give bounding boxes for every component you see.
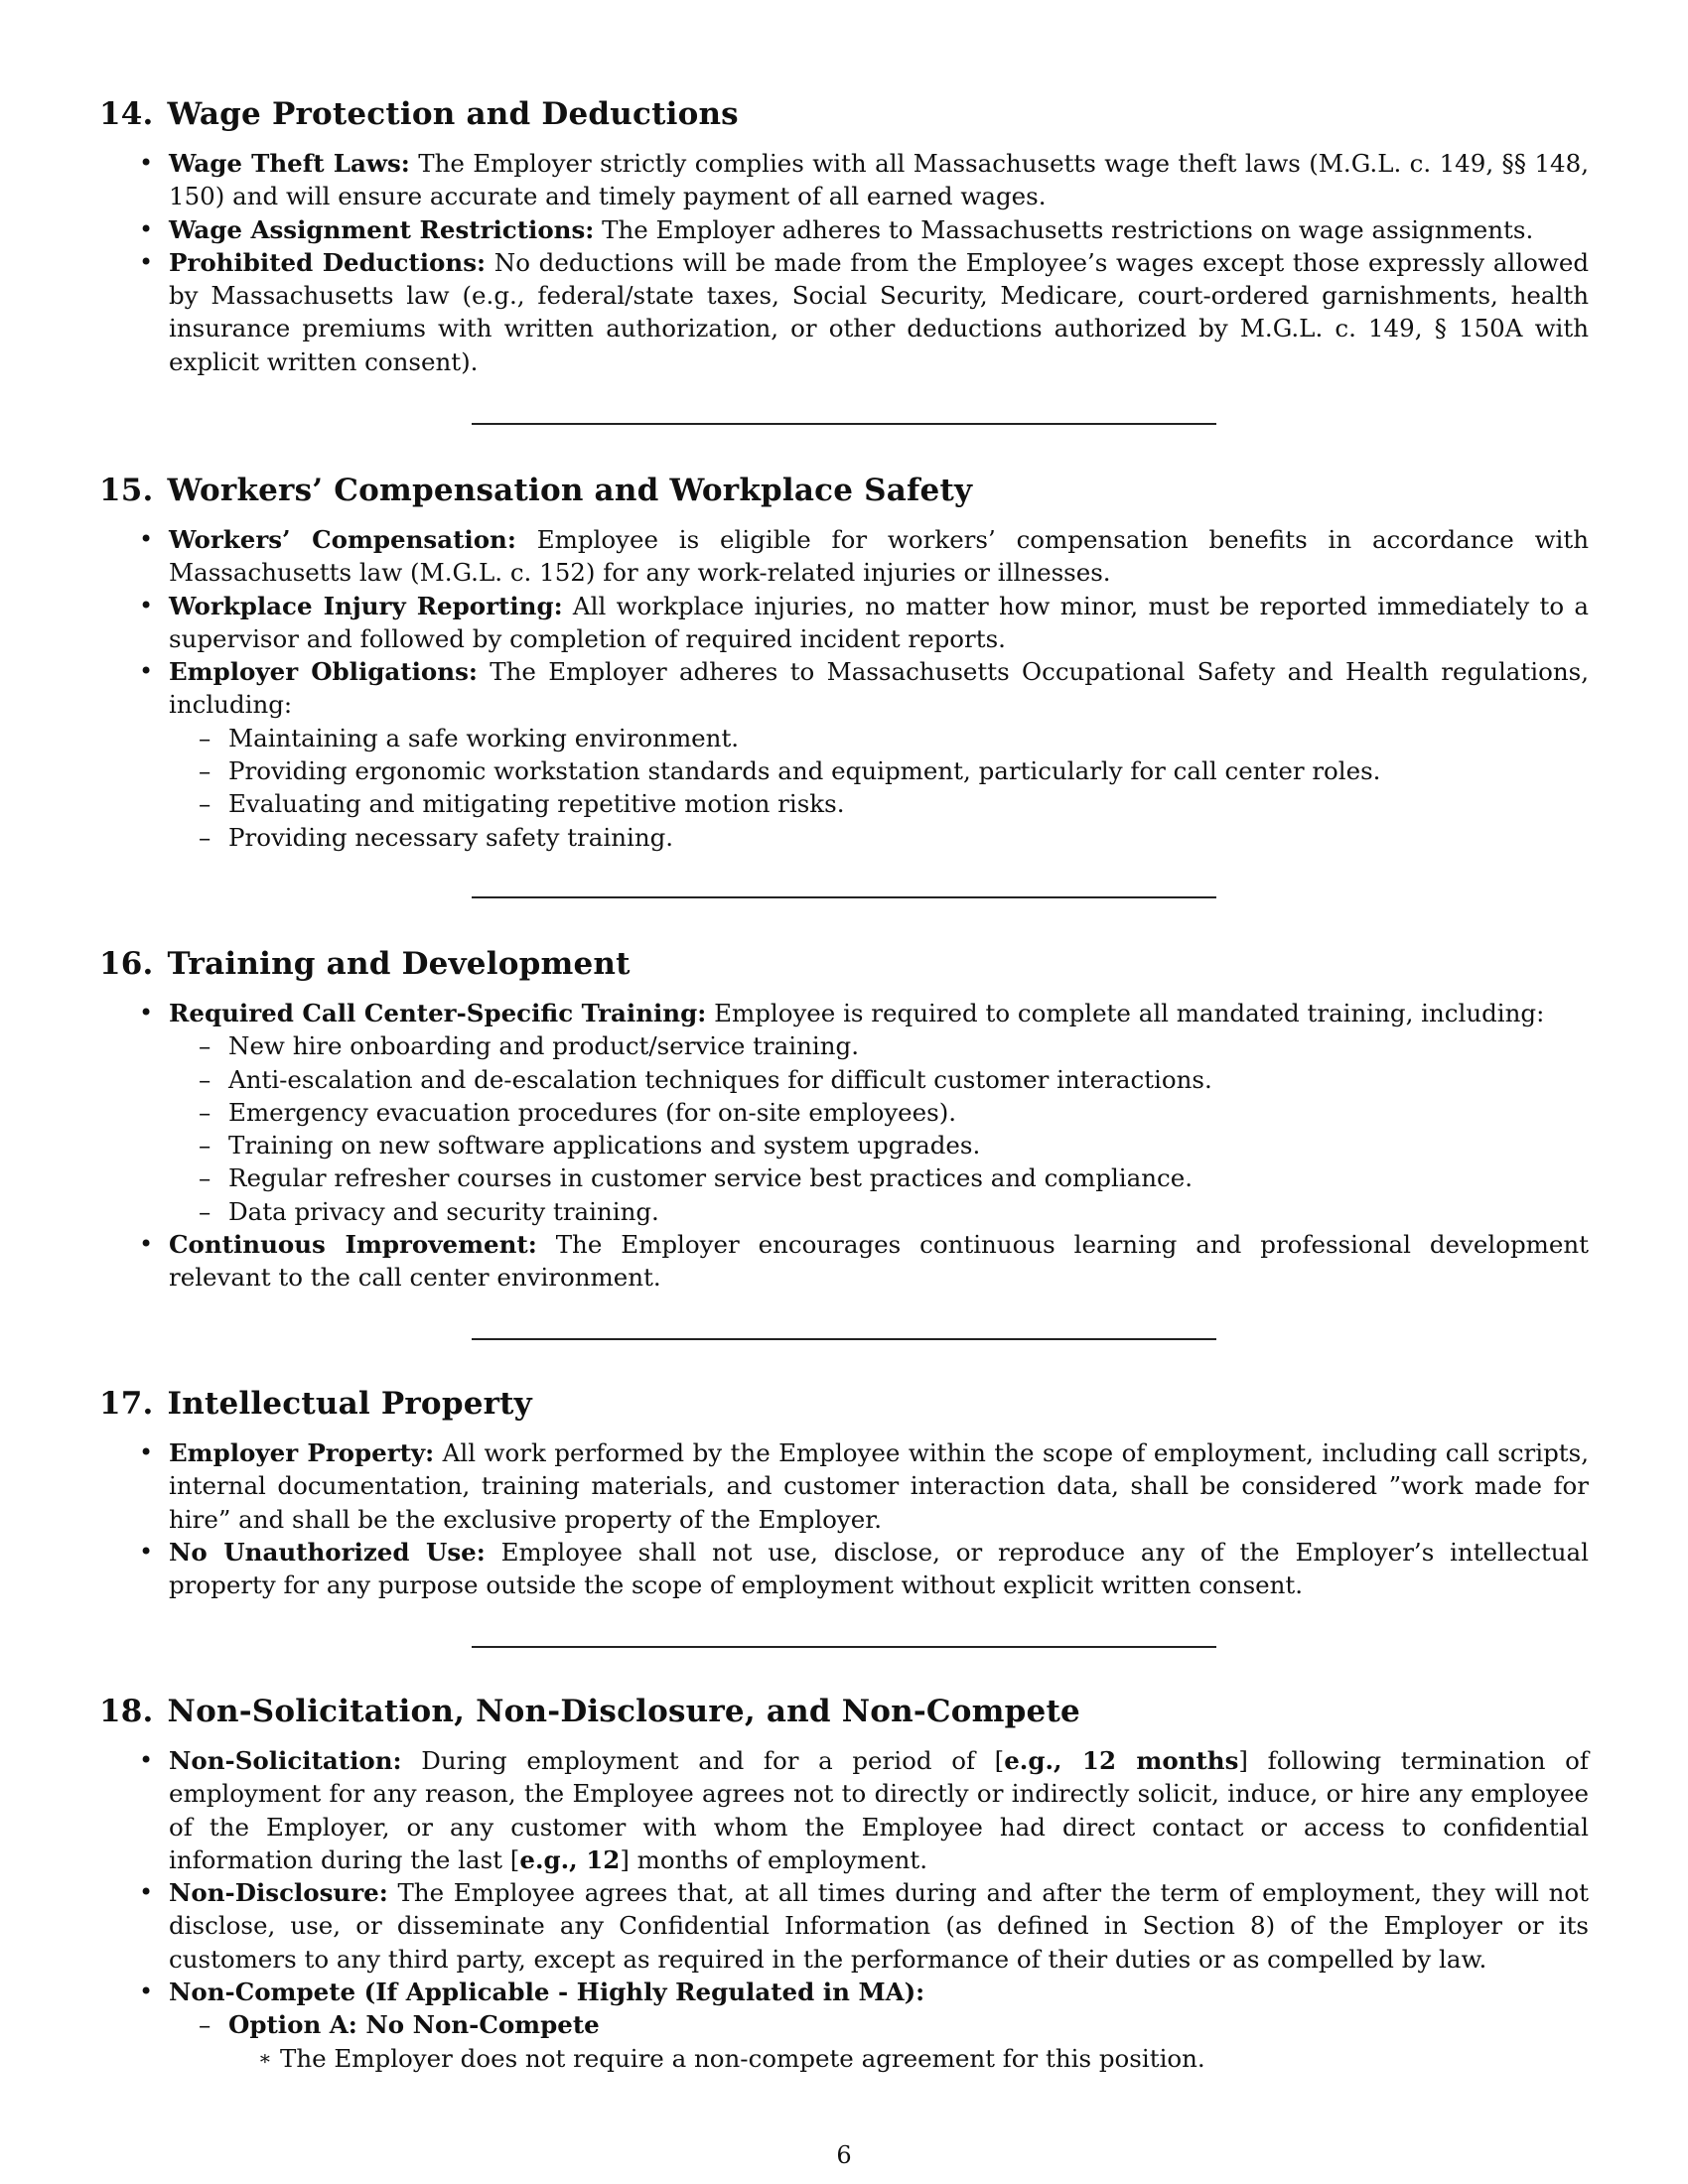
sub-list [169,2008,1589,2075]
section-heading [99,95,1589,133]
list-item [99,213,1589,246]
sub-item: – Maintaining a safe working environment. [169,722,1589,754]
section-heading [99,1385,1589,1423]
sub-sub-item: ∗ The Employer does not require a non-compete agreement for this position. [228,2042,1589,2075]
item-label: Non-Compete (If Applicable - Highly Regulated in MA): [169,1978,925,2007]
item-text: All workplace injuries, no matter how minor, must be reported immediately to a supervisor and followed by completion of required incident reports. [169,591,1589,653]
list-item [99,1976,1589,2075]
section-divider [472,1646,1216,1648]
list-item [99,1228,1589,1295]
section-15 [99,472,1589,854]
sub-list [169,1029,1589,1228]
item-label: Wage Theft Laws: [169,149,410,178]
section-title: Training and Development [167,946,631,982]
section-number: 17. [99,1386,154,1422]
section-divider [472,423,1216,425]
placeholder-term: e.g., 12 [519,1844,621,1874]
item-label: Employer Obligations: [169,657,478,687]
item-label: Employer Property: [169,1438,435,1467]
list-item [99,1536,1589,1602]
section-title: Workers’ Compensation and Workplace Safety [167,473,973,508]
sub-list [169,722,1589,854]
item-text: Employee is eligible for workers’ compensation benefits in accordance with Massachusetts law (M.G.L. c. 152) for any work-related injuries or illnesses. [169,525,1589,588]
list-item [99,147,1589,213]
section-16 [99,945,1589,1295]
placeholder-term: e.g., 12 months [1004,1746,1239,1775]
item-text: The Employer encourages continuous learning and professional development relevant to the call center environment. [169,1230,1590,1293]
section-14 [99,95,1589,378]
item-label: Workplace Injury Reporting: [169,591,563,620]
section-divider [472,896,1216,898]
sub-item: – Regular refresher courses in customer service best practices and compliance. [169,1161,1589,1194]
section-number: 15. [99,473,154,508]
item-text: During employment and for a period of [ [401,1746,1005,1775]
item-label: Non-Solicitation: [169,1746,402,1775]
section-18 [99,1693,1589,2075]
item-label: Prohibited Deductions: [169,247,487,277]
sub-item: – Training on new software applications and system upgrades. [169,1129,1589,1161]
sub-item: – Evaluating and mitigating repetitive motion risks. [169,787,1589,820]
bullet-list [99,1744,1589,2075]
page-number: 6 [836,2141,852,2169]
list-item [99,246,1589,378]
item-text: Employee is required to complete all mandated training, including: [706,999,1545,1027]
section-divider [472,1338,1216,1340]
section-title: Intellectual Property [167,1386,532,1422]
item-text: ] months of employment. [620,1844,927,1874]
item-text: ] following termination of employment for any reason, the Employee agrees not to directly or indirectly solicit, induce, or hire any employee of the Employer, or any customer with whom the Employee had direct contact or access to confidential information during the last [ [169,1746,1589,1874]
list-item [99,997,1589,1228]
bullet-list [99,147,1589,378]
item-text: The Employer strictly complies with all Massachusetts wage theft laws (M.G.L. c. 149, §§ 148, 150) and will ensure accurate and timely payment of all earned wages. [169,149,1590,211]
section-number: 16. [99,946,154,982]
sub-item: – New hire onboarding and product/service training. [169,1029,1589,1062]
bullet-list [99,997,1589,1295]
bullet-list [99,1436,1589,1601]
item-text: The Employer adheres to Massachusetts Occupational Safety and Health regulations, including: [169,657,1589,720]
item-label: Required Call Center-Specific Training: [169,999,707,1027]
section-number: 18. [99,1694,154,1729]
option-label: Option A: No Non-Compete [228,2010,600,2040]
sub-item: – Providing ergonomic workstation standards and equipment, particularly for call center roles. [169,754,1589,787]
sub-item: – Providing necessary safety training. [169,821,1589,854]
section-heading [99,945,1589,983]
item-label: Non-Disclosure: [169,1878,388,1908]
section-title: Wage Protection and Deductions [167,96,739,132]
item-label: Wage Assignment Restrictions: [169,214,595,244]
item-text: The Employer adheres to Massachusetts restrictions on wage assignments. [594,214,1534,244]
item-label: Workers’ Compensation: [169,525,516,554]
section-heading [99,472,1589,509]
sub-item: – Emergency evacuation procedures (for on-site employees). [169,1096,1589,1129]
list-item [99,1876,1589,1976]
sub-sub-list [228,2042,1589,2075]
section-number: 14. [99,96,154,132]
list-item [99,1744,1589,1876]
list-item [99,1436,1589,1536]
list-item [99,655,1589,854]
item-label: No Unauthorized Use: [169,1537,486,1567]
section-title: Non-Solicitation, Non-Disclosure, and Non-Compete [167,1694,1080,1729]
sub-item [169,2008,1589,2075]
list-item [99,590,1589,656]
section-17 [99,1385,1589,1601]
item-text: All work performed by the Employee within the scope of employment, including call scripts, internal documentation, training materials, and customer interaction data, shall be considered ”work made for hire” and shall be the exclusive property of the Employer. [169,1438,1589,1534]
section-heading [99,1693,1589,1730]
item-label: Continuous Improvement: [169,1230,537,1260]
bullet-list [99,523,1589,854]
item-text: No deductions will be made from the Employee’s wages except those expressly allowed by Massachusetts law (e.g., federal/state taxes, Social Security, Medicare, court-ordered garnishments, health insurance premiums with written authorization, or other deductions authorized by M.G.L. c. 149, § 150A with explicit written consent). [169,247,1589,376]
item-text: The Employee agrees that, at all times during and after the term of employment, they will not disclose, use, or disseminate any Confidential Information (as defined in Section 8) of the Employer or its customers to any third party, except as required in the performance of their duties or as compelled by law. [169,1878,1589,1974]
sub-item: – Anti-escalation and de-escalation techniques for difficult customer interactions. [169,1063,1589,1096]
sub-item: – Data privacy and security training. [169,1195,1589,1228]
list-item [99,523,1589,590]
item-text: Employee shall not use, disclose, or reproduce any of the Employer’s intellectual property for any purpose outside the scope of employment without explicit written consent. [169,1537,1589,1600]
